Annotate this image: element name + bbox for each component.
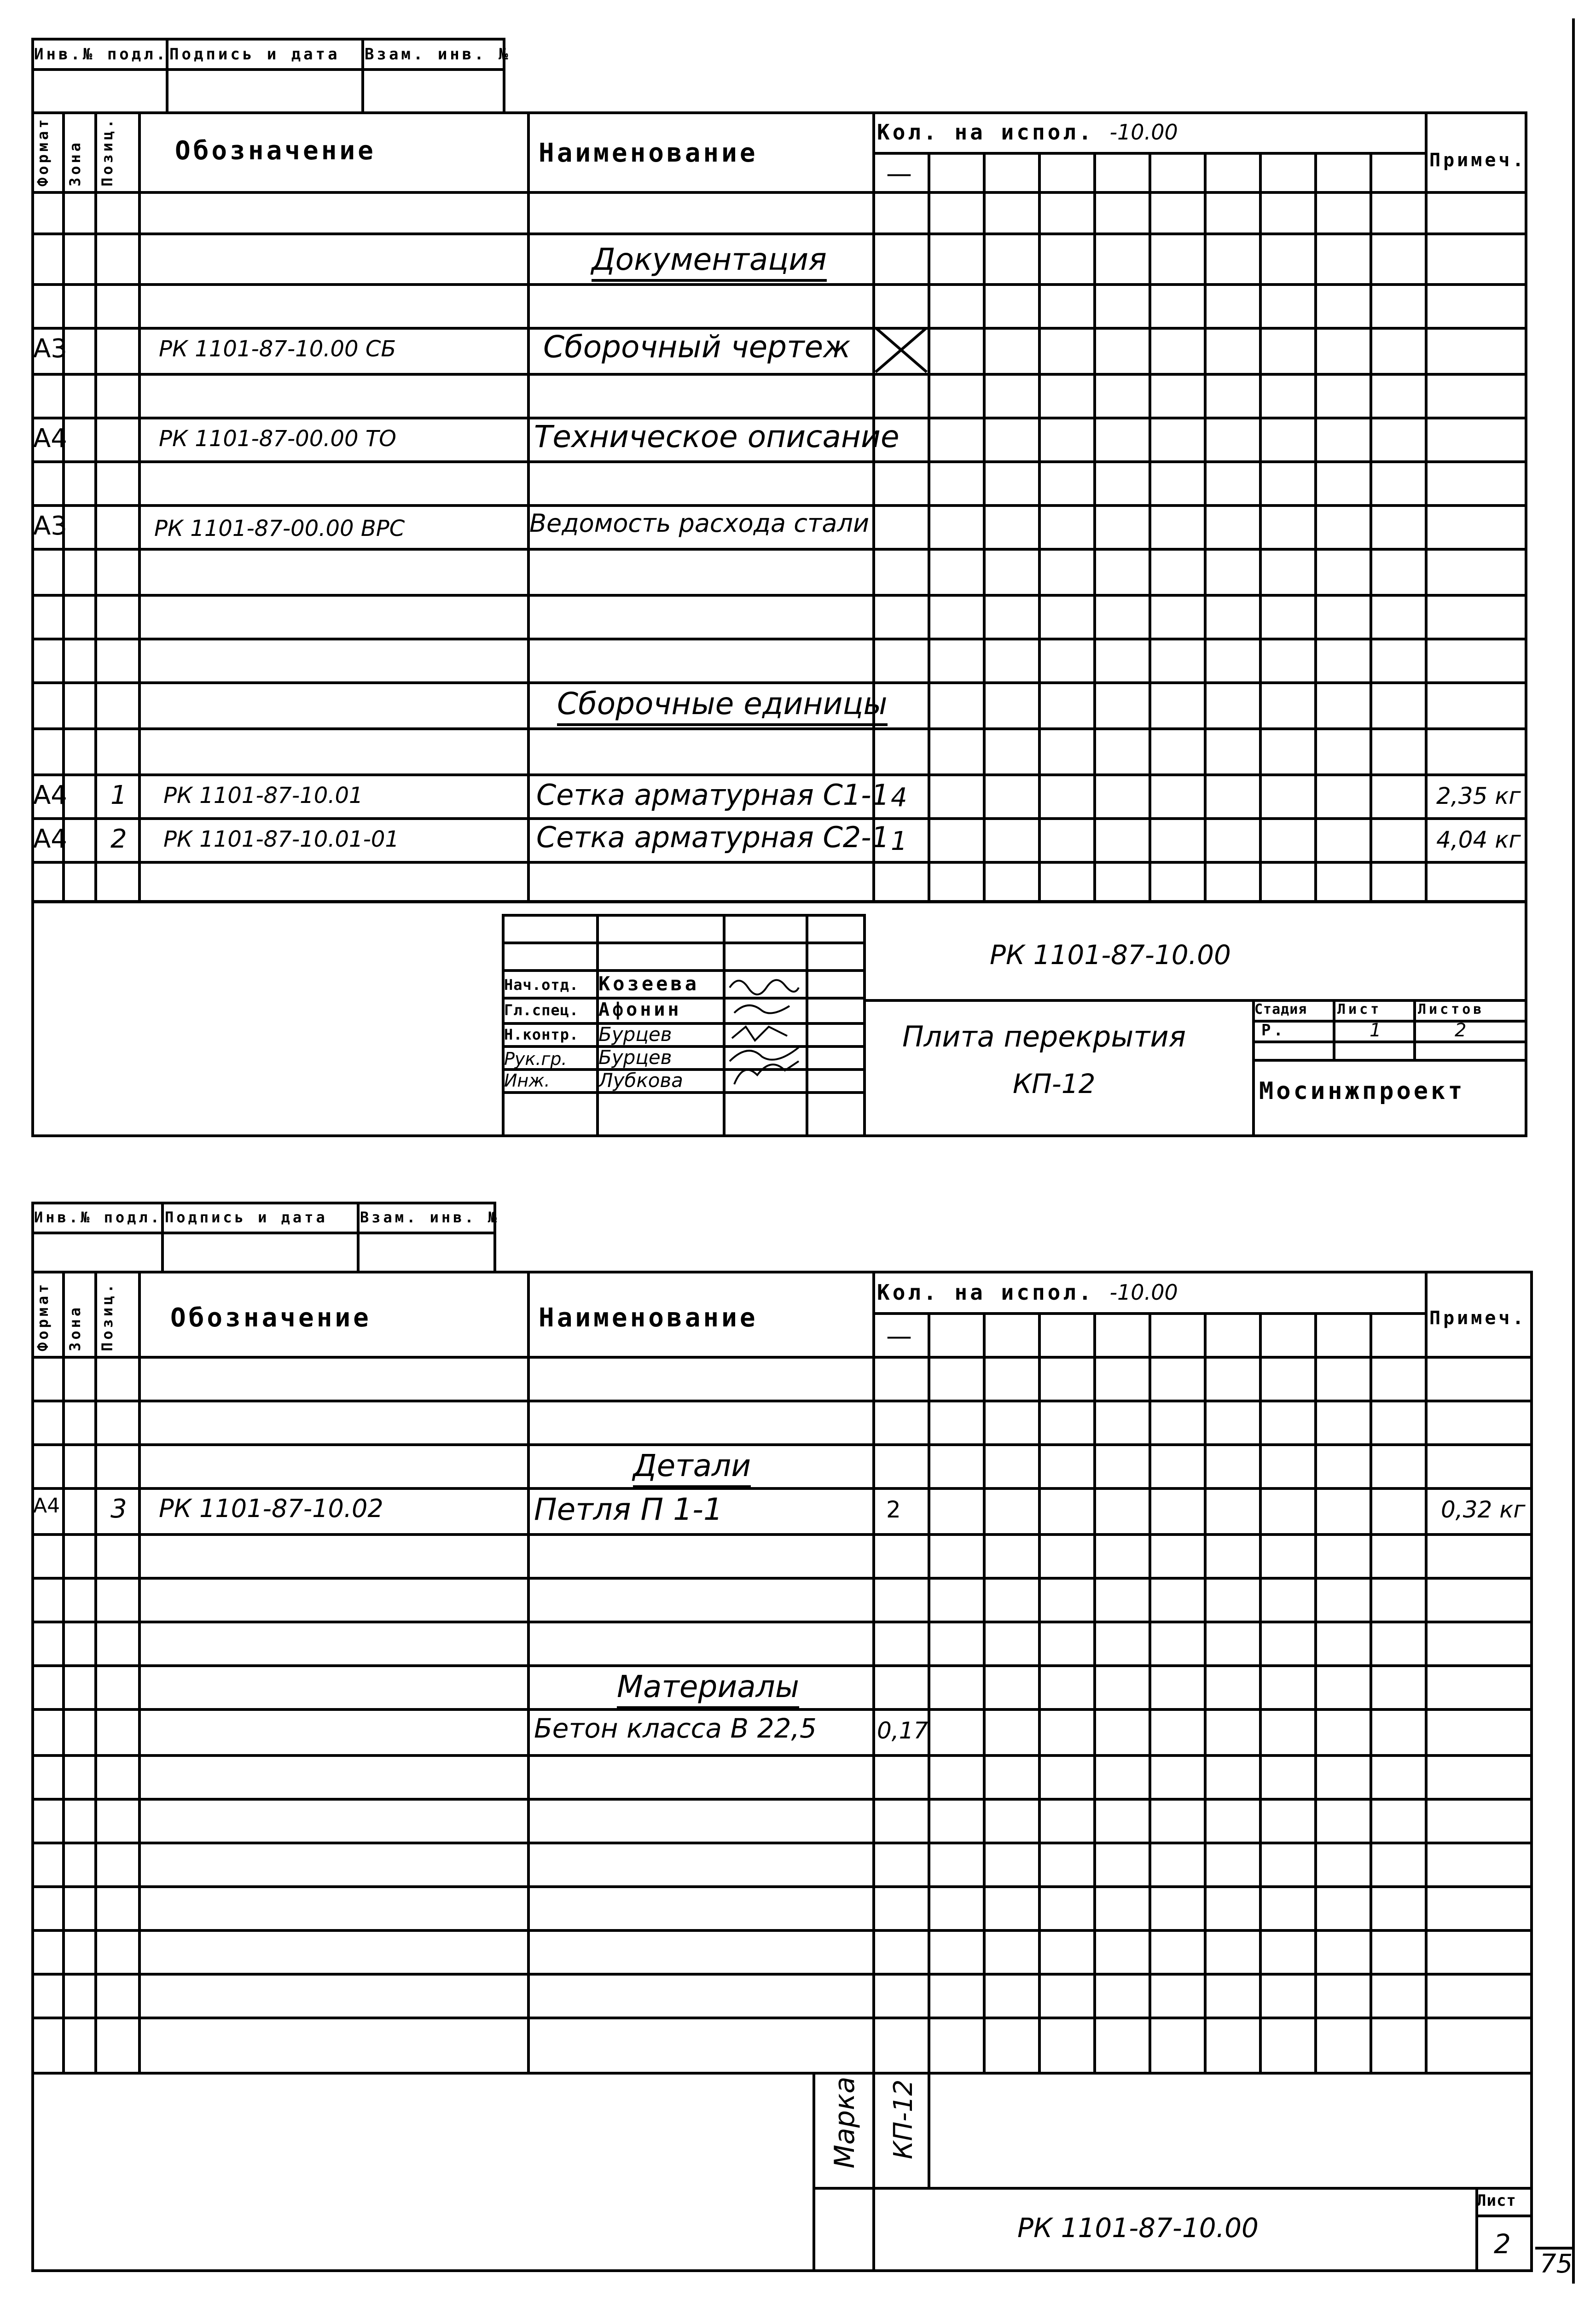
header-strip-label-replace: Взам. инв. № xyxy=(365,45,511,64)
signer-role: Нач.отд. xyxy=(504,976,579,994)
signer-name: Афонин xyxy=(598,999,682,1020)
signer-role: Инж. xyxy=(504,1070,550,1091)
row-qty: 2 xyxy=(886,1496,901,1523)
col-header-note: Примеч. xyxy=(1429,1308,1526,1329)
row-note: 4,04 кг xyxy=(1436,826,1521,853)
mark-value: КП-12 xyxy=(888,2079,918,2159)
title-block-sheets-label: Листов xyxy=(1418,1001,1485,1017)
title-block-sheet: 1 xyxy=(1370,1020,1381,1041)
row-format: А4 xyxy=(33,1494,60,1517)
row-format: А4 xyxy=(33,424,67,453)
col-header-designation: Обозначение xyxy=(175,136,376,166)
title-block-stage: Р. xyxy=(1261,1021,1286,1040)
row-position: 2 xyxy=(110,824,127,854)
footer-sheet-number: 2 xyxy=(1494,2228,1511,2260)
row-name: Техническое описание xyxy=(534,419,900,454)
signer-role: Гл.спец. xyxy=(504,1001,579,1019)
title-block-sheet-label: Лист xyxy=(1337,1001,1382,1017)
row-qty: 4 xyxy=(891,783,907,813)
row-qty: 1 xyxy=(891,826,907,856)
header-strip-label-sign: Подпись и дата xyxy=(169,45,340,64)
row-format: А4 xyxy=(33,824,67,854)
row-name: Сборочный чертеж xyxy=(543,329,851,365)
col-header-qty xyxy=(877,1280,1178,1305)
page-right-border xyxy=(1572,18,1575,2284)
row-designation: РК 1101-87-10.01 xyxy=(163,783,363,808)
col-header-qty-dash: — xyxy=(886,159,912,189)
col-header-qty-label: Кол. на испол. xyxy=(877,1280,1094,1305)
title-block-sheets: 2 xyxy=(1455,1020,1467,1041)
row-designation: РК 1101-87-10.01-01 xyxy=(163,826,399,852)
footer-document-code: РК 1101-87-10.00 xyxy=(1017,2212,1259,2244)
row-name: Сетка арматурная С2-1 xyxy=(536,820,890,854)
col-header-name: Наименование xyxy=(539,1303,758,1333)
title-block-title-line1: Плита перекрытия xyxy=(902,1020,1186,1053)
row-name: Ведомость расхода стали xyxy=(529,509,870,538)
signer-role: Н.контр. xyxy=(504,1026,579,1043)
col-header-position: Позиц. xyxy=(99,116,116,186)
row-note: 2,35 кг xyxy=(1436,783,1521,809)
row-note: 0,32 кг xyxy=(1441,1496,1526,1523)
section-heading-assembly-units: Сборочные единицы xyxy=(557,686,888,726)
mark-label: Марка xyxy=(829,2076,861,2168)
col-header-qty-suffix: -10.00 xyxy=(1109,1280,1178,1305)
row-designation: РК 1101-87-00.00 ТО xyxy=(159,426,396,452)
col-header-format: Формат xyxy=(34,116,52,186)
col-header-note: Примеч. xyxy=(1429,150,1526,171)
row-position: 1 xyxy=(110,780,127,810)
header-strip-label-replace: Взам. инв. № xyxy=(360,1209,500,1226)
col-header-zone: Зона xyxy=(66,140,84,186)
col-header-qty-dash: — xyxy=(886,1321,912,1351)
signer-name: Лубкова xyxy=(598,1069,683,1092)
header-strip-label-sign: Подпись и дата xyxy=(165,1209,328,1226)
row-format: А3 xyxy=(33,334,67,364)
spec-table-frame xyxy=(31,1271,1533,2272)
row-format: А3 xyxy=(33,511,67,541)
row-name: Сетка арматурная С1-1 xyxy=(536,778,890,812)
header-strip-label-inv: Инв.№ подл. xyxy=(34,1209,162,1226)
signer-name: Козеева xyxy=(598,972,700,995)
signer-name: Бурцев xyxy=(598,1023,672,1046)
row-name: Бетон класса В 22,5 xyxy=(534,1713,817,1744)
signer-role: Рук.гр. xyxy=(504,1049,567,1069)
row-designation: РК 1101-87-00.00 ВРС xyxy=(154,516,405,541)
section-heading-documentation: Документация xyxy=(592,242,827,282)
header-strip-label-inv: Инв.№ подл. xyxy=(34,45,168,64)
page-number: 75 xyxy=(1540,2249,1573,2279)
signer-name: Бурцев xyxy=(598,1046,672,1069)
col-header-designation: Обозначение xyxy=(170,1303,371,1333)
row-position: 3 xyxy=(110,1494,127,1524)
col-header-qty-suffix: -10.00 xyxy=(1109,120,1178,145)
section-heading-details: Детали xyxy=(633,1448,751,1488)
title-block-stage-label: Стадия xyxy=(1254,1001,1307,1017)
col-header-position: Позиц. xyxy=(99,1281,116,1351)
col-header-name: Наименование xyxy=(539,138,758,168)
row-qty: 0,17 xyxy=(877,1717,929,1744)
title-block-title-line2: КП-12 xyxy=(1013,1068,1096,1099)
col-header-qty xyxy=(877,120,1178,145)
cross-mark-icon xyxy=(875,327,928,373)
col-header-zone: Зона xyxy=(66,1304,84,1351)
row-name: Петля П 1-1 xyxy=(534,1492,723,1527)
col-header-format: Формат xyxy=(34,1281,52,1351)
row-format: А4 xyxy=(33,780,67,810)
footer-sheet-label: Лист xyxy=(1477,2192,1516,2210)
section-heading-materials: Материалы xyxy=(617,1669,799,1709)
title-block-document-code: РК 1101-87-10.00 xyxy=(990,939,1231,971)
signature-scribble xyxy=(725,969,806,1091)
col-header-qty-label: Кол. на испол. xyxy=(877,120,1094,145)
row-designation: РК 1101-87-10.00 СБ xyxy=(159,336,396,362)
title-block-organization: Мосинжпроект xyxy=(1259,1077,1465,1105)
row-designation: РК 1101-87-10.02 xyxy=(159,1494,383,1523)
